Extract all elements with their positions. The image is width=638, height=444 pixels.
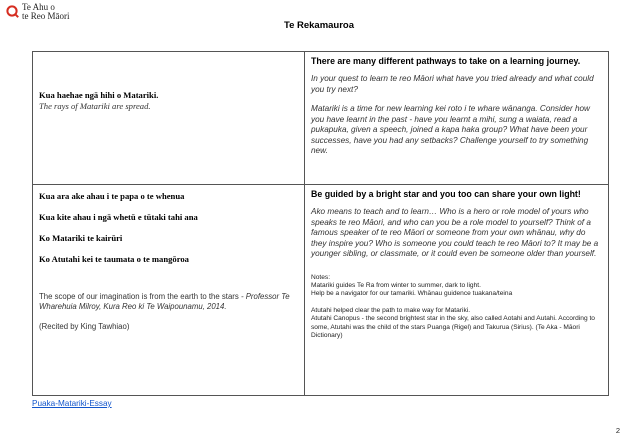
recited-by: (Recited by King Tawhiao) [39,322,130,331]
imagination-quote [39,292,298,312]
proverb-english: The rays of Matariki are spread. [39,101,151,111]
notes-label: Notes: [311,273,331,281]
quote-text: The scope of our imagination is from the earth to the stars [39,292,239,301]
pathways-body: Matariki is a time for new learning kei roto i te whare wānanga. Consider how you have learnt in the past - have you learnt a mihi, sung a waiata, read a pukapuka, given a speech, joined a kapa haka group? What have been your successes, have you had any setbacks? Challenge yourself to try something new. [311,104,590,155]
table-cell-guided [305,185,609,396]
notes-line-1: Matariki guides Te Ra from winter to summer, dark to light. [311,281,481,289]
page-number: 2 [615,426,620,435]
logo-line-2: te Reo Māori [22,11,70,21]
proverb-line-3: Ko Matariki te kairūri [39,233,123,243]
guided-body: Ako means to teach and to learn… Who is a hero or role model of yours who speaks te reo Māori, and who can you be a role model to yourself? Think of a famous speaker of te reo Māori or someone from your own whānau, why do they inspire you? Who is someone you could teach te reo Māori to? It may be a younger sibling, or classmate, or it could even be someone older than yourself. [311,207,599,258]
proverb-maori: Kua haehae ngā hihi o Matariki. [39,90,159,100]
pathways-heading: There are many different pathways to take on a learning journey. [311,56,581,66]
logo-text [22,3,70,21]
table-cell-proverb-1 [33,52,305,185]
logo [6,3,86,21]
essay-link[interactable]: Puaka-Matariki-Essay [32,399,112,408]
content-table [32,51,609,396]
table-cell-pathways [305,52,609,185]
document-title: Te Rekamauroa [283,20,355,31]
proverb-line-1: Kua ara ake ahau i te papa o te whenua [39,191,185,201]
proverb-line-2: Kua kite ahau i ngā whetū e tūtaki tahi ana [39,212,198,222]
logo-line-1: Te Ahu o [22,2,55,12]
table-cell-proverb-2 [33,185,305,396]
pathways-question: In your quest to learn te reo Māori what have you tried already and what could you try next? [311,74,594,94]
notes-line-2: Help be a navigator for our tamariki. Whānau guidence tuakana/teina [311,290,513,298]
guided-heading: Be guided by a bright star and you too can share your own light! [311,189,581,199]
quote-attribution: - Professor Te Wharehuia Milroy, Kura Reo ki Te Waipounamu, 2014. [39,292,290,311]
notes-line-3: Atutahi helped clear the path to make way for Matariki. [311,306,471,314]
table-row [33,185,609,396]
proverb-line-4: Ko Atutahi kei te taumata o te mangōroa [39,254,189,264]
notes-line-4: Atutahi Canopus - the second brightest star in the sky, also called Aotahi and Autahi. According to some, Atutahi was the child of the stars Puanga (Rigel) and Takurua (Sirius). (Te Aka - Māori Dictionary) [311,315,595,339]
logo-mark-icon [6,5,19,18]
table-row [33,52,609,185]
